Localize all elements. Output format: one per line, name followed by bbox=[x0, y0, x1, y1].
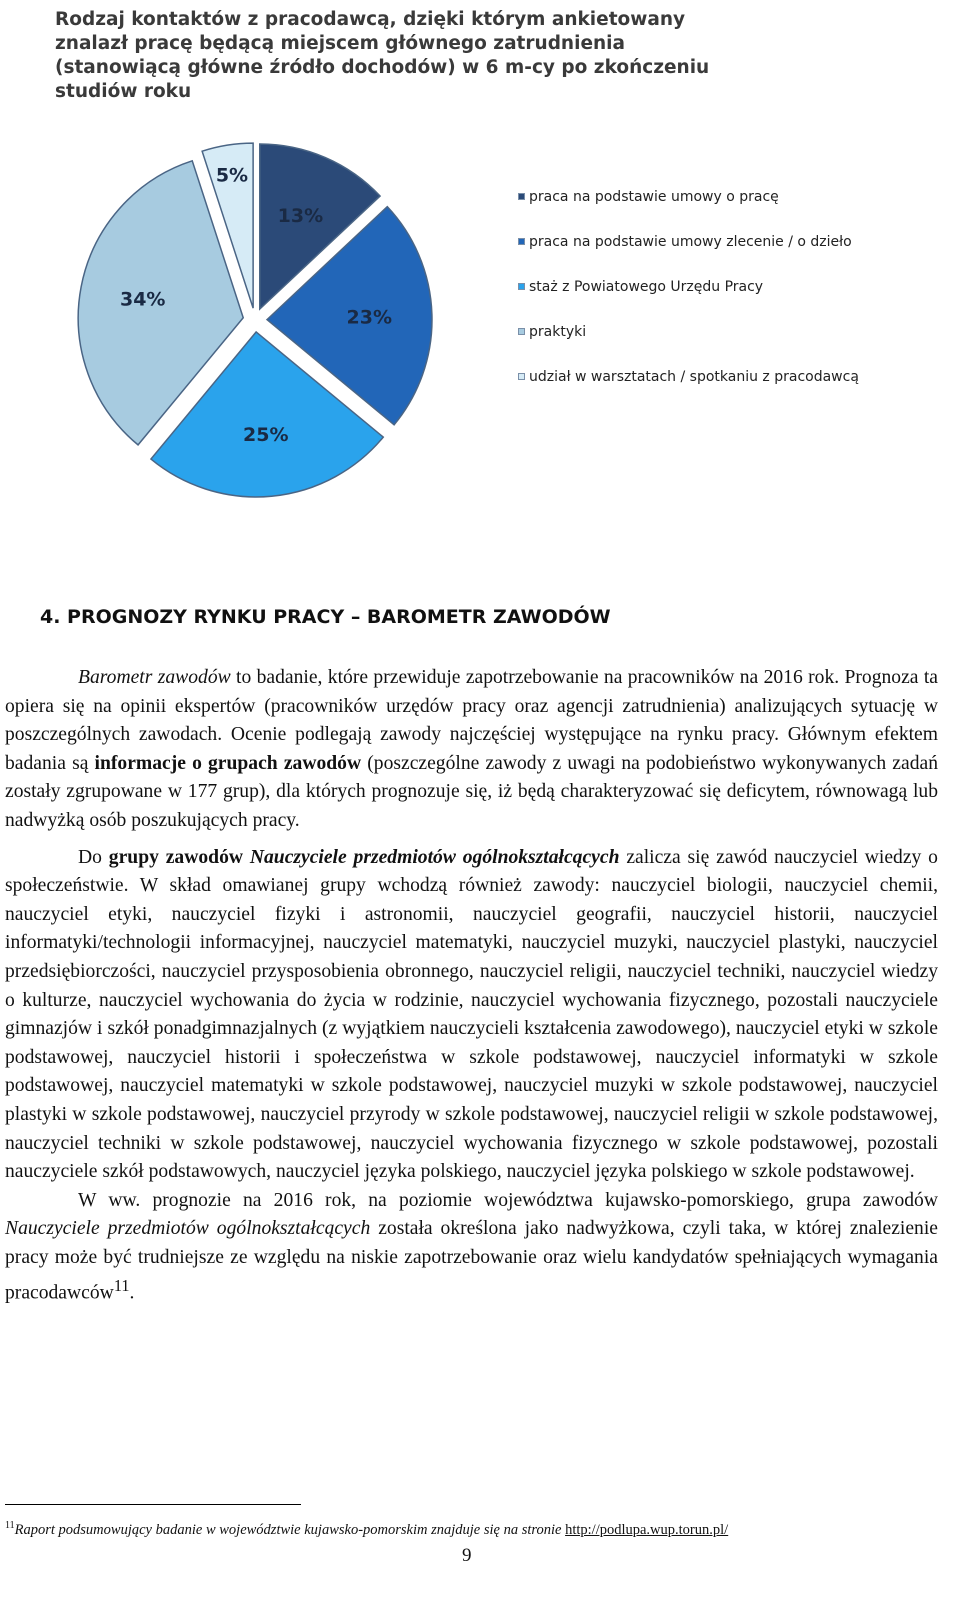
bold-term: informacje o grupach zawodów bbox=[94, 752, 362, 774]
italic-term: Barometr zawodów bbox=[78, 667, 231, 688]
paragraph bbox=[5, 844, 938, 1187]
footnote bbox=[5, 1516, 945, 1540]
legend-item bbox=[518, 264, 859, 309]
paragraph-text: W ww. prognozie na 2016 rok, na poziomie województwa kujawsko-pomorskiego, grupa zawodów bbox=[78, 1189, 938, 1211]
footnote-ref[interactable]: 11 bbox=[113, 1276, 130, 1296]
pie-slice-label: 23% bbox=[346, 306, 392, 329]
legend-item bbox=[518, 354, 859, 399]
legend-item bbox=[518, 309, 859, 354]
legend-item bbox=[518, 174, 859, 219]
legend-swatch bbox=[518, 328, 525, 335]
footnote-link[interactable]: http://podlupa.wup.torun.pl/ bbox=[565, 1521, 729, 1538]
paragraph-text: (poszczególne zawody z uwagi na podobieństwo wykonywanych zadań zostały zgrupowane w 177 grup), dla których prognozuje się, iż będą charakteryzować się deficytem, równowagą lub nadwyżką osób poszukujących pracy. bbox=[5, 752, 938, 831]
legend-swatch bbox=[518, 373, 525, 380]
legend-swatch bbox=[518, 238, 525, 245]
paragraph-text: to badanie, które przewiduje zapotrzebowanie na pracowników na 2016 rok. Prognoza ta opiera się na opinii ekspertów (pracowników urzędów pracy oraz agencji zatrudnienia) analizujących sytuację w poszczególnych zawodach. Ocenie podlegają zawody najczęściej występujące na rynku pracy. Głównym efektem badania są bbox=[5, 667, 938, 774]
legend-swatch bbox=[518, 193, 525, 200]
legend-label: praktyki bbox=[529, 323, 587, 340]
footnote-divider bbox=[5, 1504, 301, 1505]
italic-term: Nauczyciele przedmiotów ogólnokształcących bbox=[5, 1218, 371, 1240]
legend-label: praca na podstawie umowy zlecenie / o dzieło bbox=[529, 233, 852, 250]
legend-label: staż z Powiatowego Urzędu Pracy bbox=[529, 278, 764, 295]
page-number: 9 bbox=[462, 1545, 472, 1566]
footnote-text: Raport podsumowujący badanie w województwie kujawsko-pomorskim znajduje się na stronie bbox=[14, 1521, 566, 1538]
paragraph bbox=[5, 664, 938, 836]
legend-item bbox=[518, 219, 859, 264]
footnote-number: 11 bbox=[5, 1520, 15, 1531]
pie-slice-label: 13% bbox=[277, 205, 324, 228]
paragraph bbox=[5, 1187, 938, 1309]
legend-swatch bbox=[518, 283, 525, 290]
paragraph-text: została określona jako nadwyżkowa, czyli taka, w której znalezienie pracy może być trudniejsze ze względu na niskie zapotrzebowanie oraz wielu kandydatów spełniających wymagania pracodawców bbox=[5, 1218, 938, 1304]
chart-title: Rodzaj kontaktów z pracodawcą, dzięki którym ankietowany znalazł pracę będącą miejscem głównego zatrudnienia (stanowiącą główne źródło dochodów) w 6 m-cy po zkończeniu studiów roku bbox=[55, 9, 710, 102]
pie-slice-label: 5% bbox=[215, 164, 249, 187]
body-text bbox=[5, 664, 938, 1309]
pie-slice-label: 25% bbox=[243, 423, 289, 446]
pie-slice-label: 34% bbox=[119, 288, 166, 311]
pie-chart bbox=[70, 120, 510, 500]
legend-label: udział w warsztatach / spotkaniu z pracodawcą bbox=[529, 368, 859, 385]
paragraph-text: Do bbox=[78, 846, 109, 868]
paragraph-text: zalicza się zawód nauczyciel wiedzy o społeczeństwie. W skład omawianej grupy wchodzą również zawody: nauczyciel biologii, nauczyciel chemii, nauczyciel etyki, nauczyciel fizyki i astronomii, nauczyciel geografii, nauczyciel historii, nauczyciel informatyki/technologii informacyjnej, nauczyciel matematyki, nauczyciel muzyki, nauczyciel plastyki, nauczyciel przedsiębiorczości, nauczyciel przysposobienia obronnego, nauczyciel religii, nauczyciel techniki, nauczyciel wiedzy o kulturze, nauczyciel wychowania do życia w rodzinie, nauczyciel wychowania fizycznego, pozostali nauczyciele gimnazjów i szkół ponadgimnazjalnych (z wyjątkiem nauczycieli kształcenia zawodowego), nauczyciel etyki w szkole podstawowej, nauczyciel historii i społeczeństwa w szkole podstawowej, nauczyciel informatyki w szkole podstawowej, nauczyciel matematyki w szkole podstawowej, nauczyciel muzyki w szkole podstawowej, nauczyciel plastyki w szkole podstawowej, nauczyciel przyrody w szkole podstawowej, nauczyciel religii w szkole podstawowej, nauczyciel techniki w szkole podstawowej, nauczyciel wychowania fizycznego w szkole podstawowej, pozostali nauczyciele szkół podstawowych, nauczyciel języka polskiego, nauczyciel języka polskiego w szkole podstawowej. bbox=[5, 846, 938, 1183]
paragraph-end: . bbox=[129, 1283, 135, 1304]
section-heading: 4. PROGNOZY RYNKU PRACY – BAROMETR ZAWODÓW bbox=[40, 606, 611, 628]
chart-legend bbox=[518, 174, 859, 399]
bold-italic-term: Nauczyciele przedmiotów ogólnokształcących bbox=[243, 846, 620, 868]
legend-label: praca na podstawie umowy o pracę bbox=[529, 188, 779, 205]
bold-term: grupy zawodów bbox=[108, 846, 244, 868]
